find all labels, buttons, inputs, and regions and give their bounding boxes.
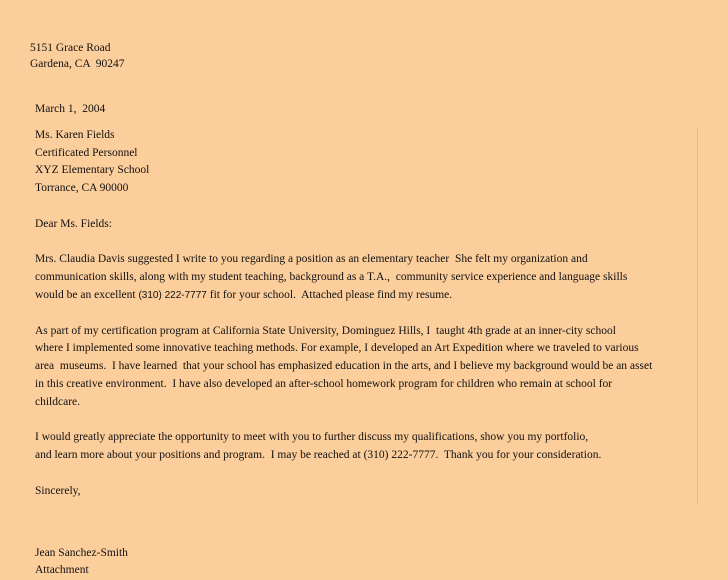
recipient-title: Certificated Personnel bbox=[35, 146, 138, 159]
phone-number: (310) 222-7777 bbox=[138, 289, 207, 301]
text-fragment: would be an excellent bbox=[35, 288, 139, 301]
paragraph-line: childcare. bbox=[35, 395, 81, 408]
paragraph-line: Mrs. Claudia Davis suggested I write to you regarding a position as an elementary teacher She felt my organization and bbox=[35, 253, 588, 266]
sender-city-state-zip: Gardena, CA 90247 bbox=[30, 58, 125, 70]
paragraph-line: and learn more about your positions and program. I may be reached at (310) 222-7777. Thank you for your consideration. bbox=[35, 449, 602, 462]
recipient-school: XYZ Elementary School bbox=[35, 164, 150, 177]
closing-block bbox=[35, 483, 705, 501]
signature-space bbox=[35, 501, 705, 545]
sender-street: 5151 Grace Road bbox=[30, 42, 111, 54]
recipient-name: Ms. Karen Fields bbox=[35, 128, 115, 141]
paragraph-experience bbox=[35, 323, 705, 412]
closing: Sincerely, bbox=[35, 484, 81, 497]
paragraph-line: I would greatly appreciate the opportunity to meet with you to further discuss my qualifications, show you my portfolio, bbox=[35, 431, 589, 444]
letter-date: March 1, 2004 bbox=[35, 103, 106, 115]
paragraph-closing bbox=[35, 429, 705, 465]
salutation: Dear Ms. Fields: bbox=[35, 217, 112, 230]
paragraph-line: in this creative environment. I have also developed an after-school homework program for children who remain at school for bbox=[35, 377, 613, 390]
paragraph-line: As part of my certification program at California State University, Dominguez Hills, I taught 4th grade at an inner-city school bbox=[35, 324, 616, 337]
letter-body bbox=[35, 101, 705, 580]
text-fragment: fit for your school. Attached please find my resume. bbox=[206, 288, 453, 301]
enclosure-note: Attachment bbox=[35, 564, 89, 577]
paragraph-line: area museums. I have learned that your school has emphasized education in the arts, and I believe my background would be an asset bbox=[35, 360, 653, 373]
page-edge-divider bbox=[697, 128, 699, 503]
signature-name: Jean Sanchez-Smith bbox=[35, 546, 128, 559]
paragraph-line: where I implemented some innovative teaching methods. For example, I developed an Art Expedition where we traveled to various bbox=[35, 342, 639, 355]
paragraph-line: communication skills, along with my student teaching, background as a T.A., community service experience and language skills bbox=[35, 271, 628, 284]
recipient-city-state-zip: Torrance, CA 90000 bbox=[35, 182, 129, 195]
recipient-block bbox=[35, 127, 705, 198]
paragraph-line bbox=[35, 287, 705, 305]
signature-block bbox=[35, 545, 705, 580]
paragraph-introduction bbox=[35, 251, 705, 304]
sender-address bbox=[30, 40, 125, 72]
salutation-block bbox=[35, 216, 705, 234]
